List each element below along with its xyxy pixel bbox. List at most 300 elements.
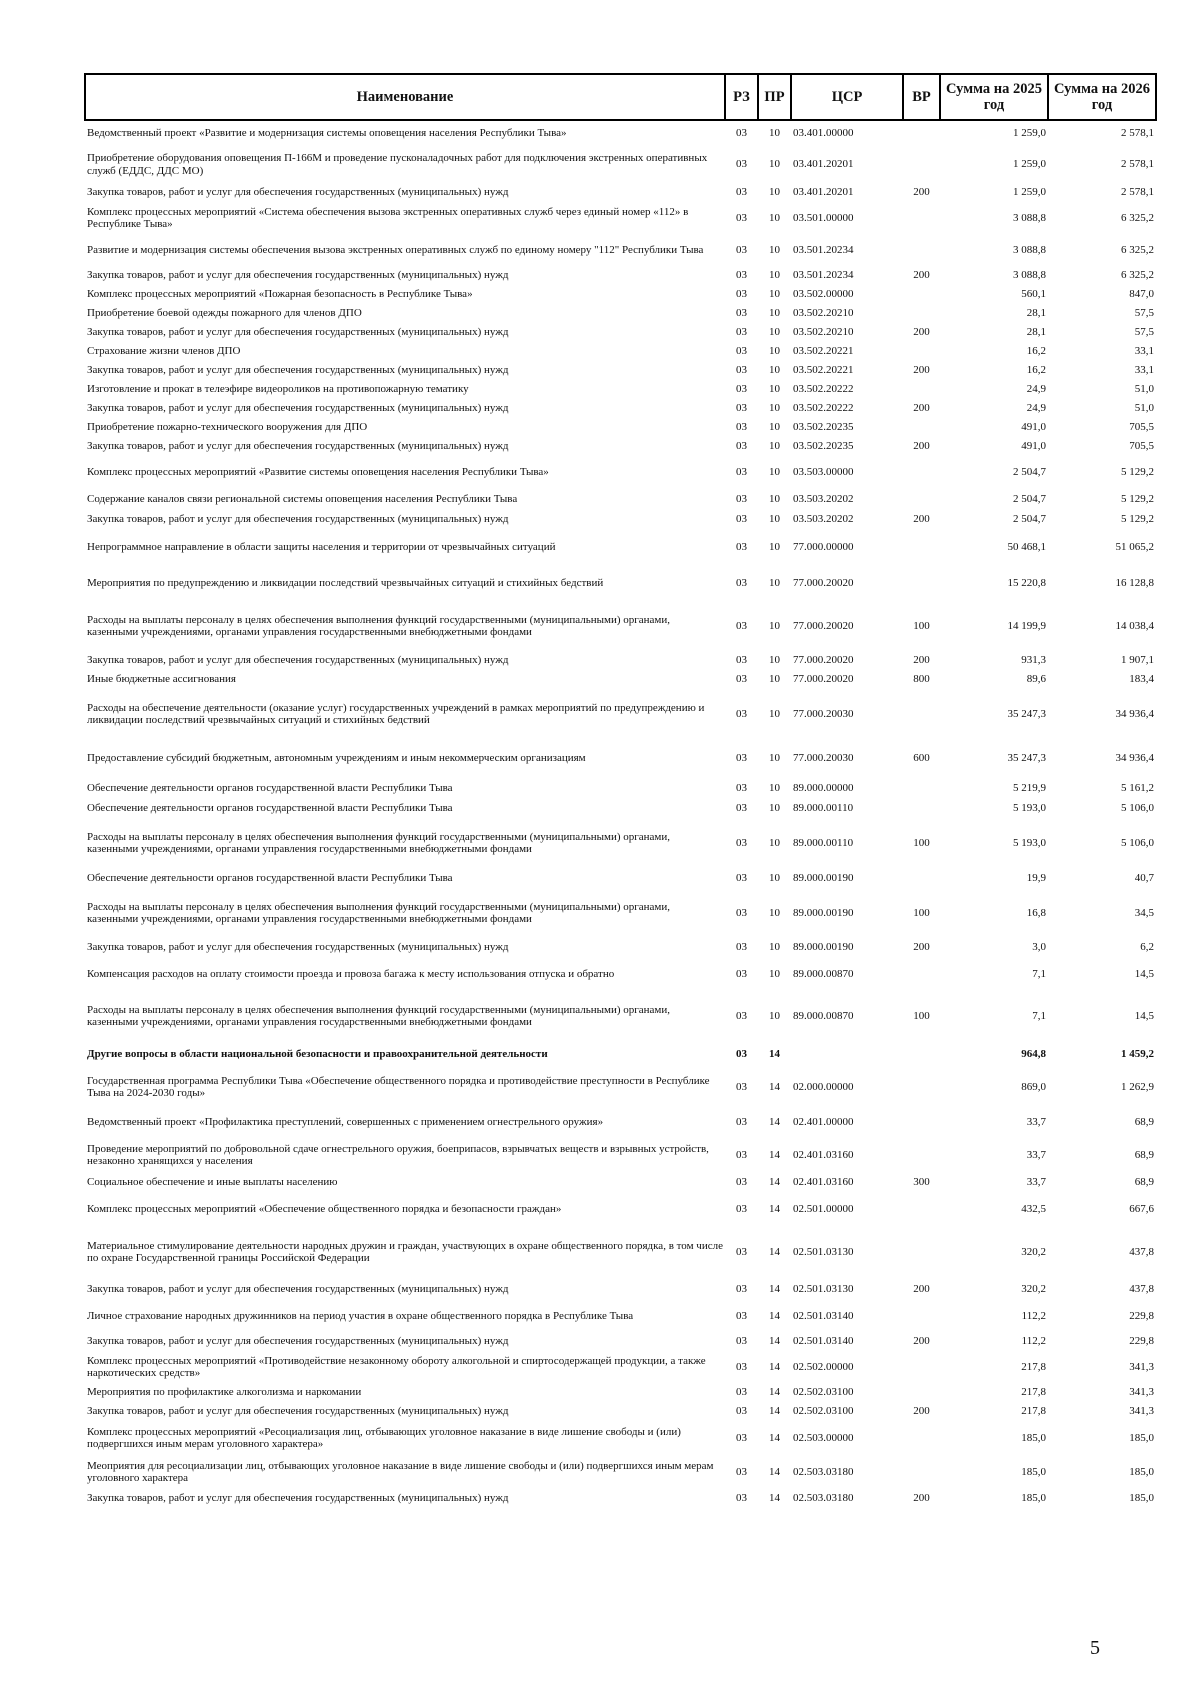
row-rz: 03	[736, 127, 747, 140]
row-pr: 10	[769, 288, 780, 301]
row-csr: 03.502.20210	[793, 307, 854, 320]
row-vr	[903, 120, 940, 146]
row-name: Закупка товаров, работ и услуг для обеспечения государственных (муниципальных) нужд	[87, 1282, 509, 1295]
row-name: Обеспечение деятельности органов государственной власти Республики Тыва	[87, 781, 453, 794]
row-rz: 03	[736, 967, 747, 980]
row-pr: 10	[769, 186, 780, 199]
table-row	[85, 1173, 1156, 1192]
row-vr	[903, 1351, 940, 1383]
row-pr: 14	[769, 1431, 780, 1444]
row-csr	[791, 1041, 903, 1067]
row-name: Компенсация расходов на оплату стоимости проезда и провоза багажа к месту использования отпуска и обратно	[87, 967, 615, 980]
row-sum-2025: 112,2	[1021, 1309, 1046, 1322]
row-sum-2026: 14,5	[1134, 967, 1154, 980]
row-pr: 10	[769, 211, 780, 224]
row-sum-2025: 2 504,7	[1013, 492, 1046, 505]
row-sum-2026: 185,0	[1129, 1492, 1154, 1505]
row-pr: 14	[769, 1282, 780, 1295]
row-rz: 03	[736, 802, 747, 815]
row-rz: 03	[736, 707, 747, 720]
table-row	[85, 1489, 1156, 1508]
row-vr: 200	[913, 654, 930, 667]
row-name: Приобретение пожарно-технического вооружения для ДПО	[87, 421, 368, 434]
row-pr: 10	[769, 540, 780, 553]
row-rz: 03	[736, 1047, 747, 1060]
row-rz: 03	[736, 871, 747, 884]
row-pr: 10	[769, 781, 780, 794]
row-rz: 03	[736, 673, 747, 686]
table-row	[85, 1278, 1156, 1300]
row-name: Расходы на выплаты персоналу в целях обеспечения выполнения функций государственными (муниципальными) органами, казенными учреждениями, органами управления государственными внебюджетными фондами	[87, 613, 671, 638]
row-sum-2025: 14 199,9	[1007, 619, 1046, 632]
row-rz: 03	[736, 440, 747, 453]
row-name: Иные бюджетные ассигнования	[87, 673, 236, 686]
table-row	[85, 1421, 1156, 1455]
row-vr	[903, 1041, 940, 1067]
table-row	[85, 266, 1156, 285]
table-row	[85, 868, 1156, 888]
table-row	[85, 146, 1156, 183]
row-vr: 200	[913, 269, 930, 282]
row-sum-2026: 183,4	[1129, 673, 1154, 686]
row-sum-2025: 3 088,8	[1013, 211, 1046, 224]
table-row	[85, 323, 1156, 342]
row-sum-2025: 33,7	[1026, 1115, 1046, 1128]
row-csr: 02.401.03160	[793, 1176, 854, 1189]
row-csr: 02.000.00000	[793, 1080, 854, 1093]
table-row	[85, 1107, 1156, 1137]
row-csr: 77.000.20020	[793, 654, 854, 667]
row-vr: 200	[913, 1282, 930, 1295]
row-sum-2026: 6 325,2	[1121, 243, 1154, 256]
row-rz: 03	[736, 1465, 747, 1478]
row-pr: 14	[769, 1148, 780, 1161]
row-pr: 10	[769, 1009, 780, 1022]
row-pr: 14	[769, 1245, 780, 1258]
row-vr: 600	[913, 751, 930, 764]
row-csr: 02.502.00000	[793, 1360, 854, 1373]
row-vr: 100	[913, 1009, 930, 1022]
row-sum-2025: 185,0	[1021, 1431, 1046, 1444]
row-sum-2025: 19,9	[1026, 871, 1046, 884]
row-csr: 03.503.00000	[793, 465, 854, 478]
row-csr: 02.502.03100	[793, 1386, 854, 1399]
row-vr	[903, 342, 940, 361]
budget-table	[84, 73, 1157, 1508]
row-name: Обеспечение деятельности органов государственной власти Республики Тыва	[87, 871, 453, 884]
row-sum-2026: 437,8	[1129, 1282, 1154, 1295]
row-pr: 10	[769, 492, 780, 505]
row-sum-2025: 24,9	[1026, 402, 1046, 415]
row-rz: 03	[736, 781, 747, 794]
row-csr: 77.000.20020	[793, 576, 854, 589]
row-vr	[903, 868, 940, 888]
row-vr	[903, 285, 940, 304]
row-csr: 02.501.00000	[793, 1202, 854, 1215]
row-vr: 200	[913, 513, 930, 526]
row-vr	[903, 1192, 940, 1226]
row-pr: 14	[769, 1176, 780, 1189]
table-row	[85, 1351, 1156, 1383]
row-rz: 03	[736, 1360, 747, 1373]
row-pr: 14	[769, 1202, 780, 1215]
row-sum-2026: 185,0	[1129, 1431, 1154, 1444]
row-pr: 14	[769, 1335, 780, 1348]
row-name: Меоприятия для ресоциализации лиц, отбывающих уголовное наказание в виде лишение свободы и (или) подвергшихся иным мерам уголовного характера	[87, 1459, 714, 1484]
table-row	[85, 670, 1156, 689]
row-sum-2026: 57,5	[1134, 326, 1154, 339]
row-rz: 03	[736, 269, 747, 282]
row-vr: 200	[913, 1492, 930, 1505]
row-sum-2026: 57,5	[1134, 307, 1154, 320]
row-csr: 03.502.20210	[793, 326, 854, 339]
row-name: Комплекс процессных мероприятий «Пожарная безопасность в Республике Тыва»	[87, 288, 473, 301]
row-rz: 03	[736, 326, 747, 339]
table-header-row	[85, 74, 1156, 120]
row-sum-2026: 847,0	[1129, 288, 1154, 301]
row-csr: 02.501.03140	[793, 1309, 854, 1322]
row-csr: 03.502.20221	[793, 345, 854, 358]
row-rz: 03	[736, 492, 747, 505]
row-rz: 03	[736, 513, 747, 526]
row-pr: 10	[769, 751, 780, 764]
row-name: Приобретение оборудования оповещения П-166М и проведение пусконаладочных работ для подключения экстренных оперативных служб (ЕДДС, ДДС МО)	[87, 152, 708, 177]
row-csr: 03.502.00000	[793, 288, 854, 301]
row-sum-2026: 5 129,2	[1121, 492, 1154, 505]
table-row	[85, 1192, 1156, 1226]
row-rz: 03	[736, 654, 747, 667]
row-sum-2025: 320,2	[1021, 1282, 1046, 1295]
row-rz: 03	[736, 1431, 747, 1444]
table-row	[85, 234, 1156, 266]
row-sum-2026: 705,5	[1129, 421, 1154, 434]
row-vr	[903, 529, 940, 565]
row-rz: 03	[736, 243, 747, 256]
row-rz: 03	[736, 1202, 747, 1215]
row-name: Закупка товаров, работ и услуг для обеспечения государственных (муниципальных) нужд	[87, 1492, 509, 1505]
row-csr: 03.502.20221	[793, 364, 854, 377]
table-row	[85, 1300, 1156, 1332]
row-vr: 200	[913, 364, 930, 377]
row-name: Закупка товаров, работ и услуг для обеспечения государственных (муниципальных) нужд	[87, 186, 509, 199]
table-row	[85, 601, 1156, 651]
row-pr: 10	[769, 158, 780, 171]
row-csr: 03.401.20201	[793, 186, 854, 199]
row-sum-2026: 68,9	[1134, 1115, 1154, 1128]
row-pr: 10	[769, 673, 780, 686]
row-csr: 03.503.20202	[793, 513, 854, 526]
row-csr: 02.501.03130	[793, 1282, 854, 1295]
row-sum-2025: 33,7	[1026, 1148, 1046, 1161]
row-vr: 200	[913, 1405, 930, 1418]
row-sum-2025: 217,8	[1021, 1386, 1046, 1399]
row-sum-2026: 2 578,1	[1121, 127, 1154, 140]
row-name: Обеспечение деятельности органов государственной власти Республики Тыва	[87, 802, 453, 815]
row-csr: 02.401.00000	[793, 1115, 854, 1128]
row-pr: 10	[769, 802, 780, 815]
table-row	[85, 777, 1156, 799]
row-vr	[903, 146, 940, 183]
row-sum-2025: 28,1	[1026, 326, 1046, 339]
row-name: Ведомственный проект «Развитие и модернизация системы оповещения населения Республики Тыва»	[87, 127, 567, 140]
row-vr	[903, 1067, 940, 1107]
row-sum-2026: 341,3	[1129, 1386, 1154, 1399]
row-pr: 10	[769, 707, 780, 720]
table-row	[85, 342, 1156, 361]
row-sum-2026: 341,3	[1129, 1360, 1154, 1373]
row-sum-2025: 112,2	[1021, 1335, 1046, 1348]
row-sum-2025: 432,5	[1021, 1202, 1046, 1215]
row-pr: 10	[769, 906, 780, 919]
row-sum-2026: 1 459,2	[1121, 1047, 1154, 1060]
row-csr: 89.000.00110	[793, 802, 854, 815]
row-sum-2025: 35 247,3	[1007, 751, 1046, 764]
row-sum-2026: 6 325,2	[1121, 269, 1154, 282]
table-row	[85, 689, 1156, 739]
row-sum-2026: 51 065,2	[1115, 540, 1154, 553]
row-sum-2026: 34 936,4	[1115, 751, 1154, 764]
row-pr: 10	[769, 967, 780, 980]
row-pr: 10	[769, 465, 780, 478]
table-row	[85, 888, 1156, 938]
row-sum-2025: 185,0	[1021, 1492, 1046, 1505]
row-rz: 03	[736, 941, 747, 954]
row-sum-2026: 6 325,2	[1121, 211, 1154, 224]
row-csr: 02.503.03180	[793, 1492, 854, 1505]
row-pr: 10	[769, 871, 780, 884]
header-rz: РЗ	[725, 74, 758, 120]
row-sum-2025: 560,1	[1021, 288, 1046, 301]
row-name: Закупка товаров, работ и услуг для обеспечения государственных (муниципальных) нужд	[87, 1405, 509, 1418]
row-sum-2025: 50 468,1	[1007, 540, 1046, 553]
row-sum-2025: 89,6	[1026, 673, 1046, 686]
row-csr: 03.502.20222	[793, 383, 854, 396]
row-rz: 03	[736, 211, 747, 224]
row-rz: 03	[736, 465, 747, 478]
row-vr	[903, 380, 940, 399]
row-sum-2026: 16 128,8	[1115, 576, 1154, 589]
row-csr: 02.501.03140	[793, 1335, 854, 1348]
row-sum-2026: 68,9	[1134, 1176, 1154, 1189]
row-pr: 10	[769, 383, 780, 396]
row-name: Развитие и модернизация системы обеспечения вызова экстренных оперативных служб по единому номеру "112" Республики Тыва	[87, 243, 704, 256]
row-vr	[903, 1421, 940, 1455]
row-pr: 14	[769, 1047, 780, 1060]
row-vr: 200	[913, 326, 930, 339]
row-pr: 14	[769, 1405, 780, 1418]
row-name: Проведение мероприятий по добровольной сдаче огнестрельного оружия, боеприпасов, взрывчатых веществ и взрывных устройств, незаконно хранящихся у населения	[87, 1142, 709, 1167]
row-csr: 03.501.20234	[793, 243, 854, 256]
row-name: Закупка товаров, работ и услуг для обеспечения государственных (муниципальных) нужд	[87, 654, 509, 667]
row-rz: 03	[736, 1309, 747, 1322]
row-name: Страхование жизни членов ДПО	[87, 345, 241, 358]
row-vr	[903, 777, 940, 799]
row-pr: 10	[769, 127, 780, 140]
row-sum-2025: 1 259,0	[1013, 158, 1046, 171]
row-vr	[903, 488, 940, 510]
row-vr: 100	[913, 619, 930, 632]
row-rz: 03	[736, 1492, 747, 1505]
row-pr: 10	[769, 576, 780, 589]
row-sum-2026: 5 161,2	[1121, 781, 1154, 794]
row-name: Закупка товаров, работ и услуг для обеспечения государственных (муниципальных) нужд	[87, 1335, 509, 1348]
row-sum-2025: 5 219,9	[1013, 781, 1046, 794]
table-row	[85, 361, 1156, 380]
row-name: Мероприятия по предупреждению и ликвидации последствий чрезвычайных ситуаций и стихийных бедствий	[87, 576, 604, 589]
row-vr: 200	[913, 402, 930, 415]
row-sum-2026: 33,1	[1134, 364, 1154, 377]
row-sum-2025: 15 220,8	[1007, 576, 1046, 589]
row-rz: 03	[736, 619, 747, 632]
row-csr: 02.502.03100	[793, 1405, 854, 1418]
row-vr	[903, 1300, 940, 1332]
row-sum-2025: 2 504,7	[1013, 513, 1046, 526]
row-vr: 200	[913, 1335, 930, 1348]
row-vr: 100	[913, 836, 930, 849]
table-row	[85, 938, 1156, 957]
row-sum-2025: 964,8	[1021, 1047, 1046, 1060]
row-sum-2026: 1 907,1	[1121, 654, 1154, 667]
table-row	[85, 183, 1156, 202]
row-pr: 14	[769, 1309, 780, 1322]
table-row	[85, 418, 1156, 437]
row-sum-2025: 5 193,0	[1013, 802, 1046, 815]
row-name: Содержание каналов связи региональной системы оповещения населения Республики Тыва	[87, 492, 518, 505]
row-rz: 03	[736, 1148, 747, 1161]
header-csr: ЦСР	[791, 74, 903, 120]
table-row	[85, 120, 1156, 146]
row-name: Расходы на выплаты персоналу в целях обеспечения выполнения функций государственными (муниципальными) органами, казенными учреждениями, органами управления государственными внебюджетными фондами	[87, 900, 671, 925]
row-pr: 10	[769, 941, 780, 954]
row-rz: 03	[736, 1245, 747, 1258]
row-pr: 10	[769, 307, 780, 320]
row-rz: 03	[736, 1405, 747, 1418]
row-vr	[903, 957, 940, 991]
row-sum-2026: 6,2	[1140, 941, 1154, 954]
row-vr: 300	[913, 1176, 930, 1189]
row-csr: 03.502.20222	[793, 402, 854, 415]
row-csr: 77.000.20020	[793, 619, 854, 632]
row-name: Закупка товаров, работ и услуг для обеспечения государственных (муниципальных) нужд	[87, 326, 509, 339]
table-body	[85, 120, 1156, 1508]
table-row	[85, 1332, 1156, 1351]
row-name: Мероприятия по профилактике алкоголизма и наркомании	[87, 1386, 362, 1399]
table-row	[85, 285, 1156, 304]
row-vr	[903, 456, 940, 488]
row-rz: 03	[736, 1282, 747, 1295]
row-rz: 03	[736, 288, 747, 301]
row-pr: 10	[769, 402, 780, 415]
table-row	[85, 1041, 1156, 1067]
row-sum-2025: 7,1	[1032, 967, 1046, 980]
table-row	[85, 1067, 1156, 1107]
row-csr: 03.502.20235	[793, 440, 854, 453]
row-rz: 03	[736, 421, 747, 434]
row-csr: 02.503.00000	[793, 1431, 854, 1444]
row-csr: 77.000.20020	[793, 673, 854, 686]
row-sum-2026: 5 129,2	[1121, 513, 1154, 526]
row-sum-2025: 3 088,8	[1013, 269, 1046, 282]
table-row	[85, 202, 1156, 234]
row-pr: 10	[769, 421, 780, 434]
row-csr: 03.401.00000	[793, 127, 854, 140]
row-name: Закупка товаров, работ и услуг для обеспечения государственных (муниципальных) нужд	[87, 364, 509, 377]
row-sum-2025: 185,0	[1021, 1465, 1046, 1478]
row-rz: 03	[736, 1176, 747, 1189]
table-row	[85, 510, 1156, 529]
row-rz: 03	[736, 906, 747, 919]
row-sum-2026: 34,5	[1134, 906, 1154, 919]
row-pr: 14	[769, 1080, 780, 1093]
row-vr	[903, 1226, 940, 1278]
row-sum-2026: 437,8	[1129, 1245, 1154, 1258]
header-sum-2025: Сумма на 2025 год	[940, 74, 1048, 120]
row-csr: 03.501.00000	[793, 211, 854, 224]
row-rz: 03	[736, 836, 747, 849]
table-row	[85, 437, 1156, 456]
row-sum-2025: 5 193,0	[1013, 836, 1046, 849]
row-rz: 03	[736, 1080, 747, 1093]
row-vr	[903, 202, 940, 234]
row-rz: 03	[736, 364, 747, 377]
row-name: Комплекс процессных мероприятий «Система обеспечения вызова экстренных оперативных служб через единый номер «112» в Республике Тыва»	[87, 205, 689, 230]
row-pr: 14	[769, 1386, 780, 1399]
row-sum-2025: 16,2	[1026, 345, 1046, 358]
row-rz: 03	[736, 186, 747, 199]
row-rz: 03	[736, 158, 747, 171]
row-sum-2026: 1 262,9	[1121, 1080, 1154, 1093]
row-pr: 10	[769, 364, 780, 377]
row-sum-2025: 217,8	[1021, 1405, 1046, 1418]
row-pr: 10	[769, 513, 780, 526]
row-name: Непрограммное направление в области защиты населения и территории от чрезвычайных ситуаций	[87, 540, 556, 553]
row-vr	[903, 799, 940, 818]
row-pr: 10	[769, 269, 780, 282]
row-sum-2026: 14 038,4	[1115, 619, 1154, 632]
row-csr: 89.000.00190	[793, 871, 854, 884]
row-pr: 10	[769, 243, 780, 256]
row-csr: 03.401.20201	[793, 158, 854, 171]
row-sum-2026: 2 578,1	[1121, 186, 1154, 199]
table-row	[85, 1383, 1156, 1402]
row-sum-2026: 667,6	[1129, 1202, 1154, 1215]
row-rz: 03	[736, 383, 747, 396]
row-name: Расходы на обеспечение деятельности (оказание услуг) государственных учреждений в рамках мероприятий по предупреждению и ликвидации последствий чрезвычайных ситуаций и стихийных бедствий	[87, 701, 705, 726]
table-row	[85, 799, 1156, 818]
row-sum-2025: 2 504,7	[1013, 465, 1046, 478]
row-sum-2025: 491,0	[1021, 440, 1046, 453]
row-pr: 14	[769, 1492, 780, 1505]
row-csr: 77.000.20030	[793, 751, 854, 764]
row-sum-2026: 229,8	[1129, 1309, 1154, 1322]
header-sum-2026: Сумма на 2026 год	[1048, 74, 1156, 120]
row-csr: 89.000.00190	[793, 941, 854, 954]
header-name: Наименование	[85, 74, 725, 120]
row-name: Личное страхование народных дружинников на период участия в охране общественного порядка в Республике Тыва	[87, 1309, 634, 1322]
table-row	[85, 818, 1156, 868]
row-vr: 200	[913, 440, 930, 453]
row-sum-2025: 3 088,8	[1013, 243, 1046, 256]
row-sum-2026: 33,1	[1134, 345, 1154, 358]
row-name: Закупка товаров, работ и услуг для обеспечения государственных (муниципальных) нужд	[87, 513, 509, 526]
row-sum-2026: 705,5	[1129, 440, 1154, 453]
row-sum-2025: 16,2	[1026, 364, 1046, 377]
row-vr: 800	[913, 673, 930, 686]
row-name: Комплекс процессных мероприятий «Противодействие незаконному обороту алкогольной и спиртосодержащей продукции, а также наркотических средств»	[87, 1354, 706, 1379]
row-rz: 03	[736, 540, 747, 553]
row-name: Комплекс процессных мероприятий «Развитие системы оповещения населения Республики Тыва»	[87, 465, 549, 478]
row-pr: 14	[769, 1465, 780, 1478]
